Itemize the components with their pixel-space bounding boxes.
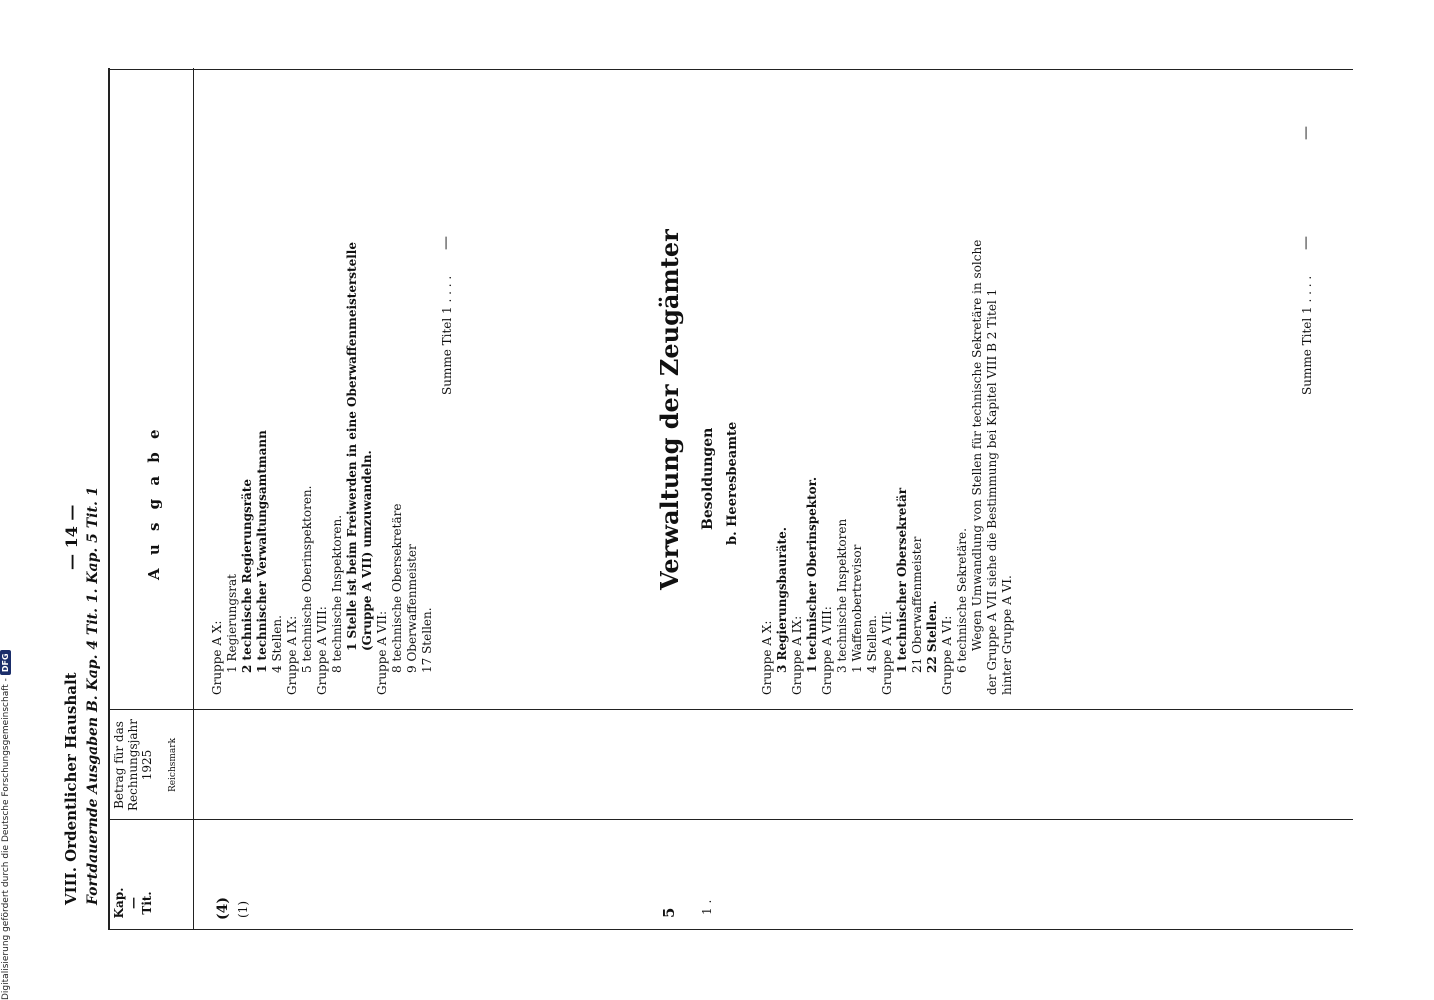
kap5-amount-betrag: — [1298, 236, 1314, 250]
kap5-line: 1 technischer Oberinspektor. [805, 476, 819, 673]
table-head-rule [193, 68, 194, 930]
kap5-subtitle: Besoldungen [700, 427, 716, 530]
kap5-line: der Gruppe A VII siehe die Bestimmung bei Kapitel VIII B 2 Titel 1 [985, 288, 999, 695]
kap4-line: 1 Regierungsrat [225, 574, 239, 673]
kap4-line: (Gruppe A VII) umzuwandeln. [360, 450, 374, 651]
kap4-line: 8 technische Inspektoren. [330, 514, 344, 673]
table-right-rule [108, 69, 1353, 70]
kap5-body [760, 240, 1015, 695]
kap4-line: 2 technische Regierungsräte [240, 478, 254, 673]
tit-number-5: 1 . [700, 899, 714, 915]
table-top-rule [108, 68, 110, 930]
table-left-rule [108, 929, 1353, 930]
kap4-line: Gruppe A IX: [285, 615, 299, 695]
header-title: VIII. Ordentlicher Haushalt [62, 672, 80, 905]
kap-number-5: 5 [660, 907, 678, 918]
kap4-line: 4 Stellen. [270, 615, 284, 673]
credit-text: Digitalisierung gefördert durch die Deutsche Forschungsgemeinschaft - [1, 678, 11, 1000]
kap4-amount: — [438, 236, 454, 250]
kap5-amount-angesetzt: — [1298, 126, 1314, 140]
kap5-line: Wegen Umwandlung von Stellen für technische Sekretäre in solche [970, 239, 984, 651]
kap5-line: 3 Regierungsbauräte. [775, 527, 789, 673]
kap4-line: 8 technische Obersekretäre [390, 503, 404, 673]
betrag-header: Betrag für das Rechnungsjahr 1925 [112, 719, 154, 811]
kap5-line: 1 Waffenobertrevisor [850, 544, 864, 673]
kap5-line: 6 technische Sekretäre. [955, 528, 969, 673]
kap4-line: Gruppe A VII: [375, 611, 389, 695]
kap5-summe: Summe Titel 1 . . . . [1300, 275, 1314, 395]
kap4-line: 5 technische Oberinspektoren. [300, 485, 314, 673]
kap4-line: Gruppe A VIII: [315, 606, 329, 695]
column-rule-2 [108, 819, 1353, 820]
kap-number-4: (4) [215, 897, 231, 920]
tit-number-4: (1) [236, 901, 250, 918]
kap4-summe: Summe Titel 1 . . . . [440, 275, 454, 395]
column-rule-1 [108, 709, 1353, 710]
kap5-subsubtitle: b. Heeresbeamte [725, 421, 740, 545]
kap4-line: 1 Stelle ist beim Freiwerden in eine Oberwaffenmeisterstelle [345, 242, 359, 651]
page-number: — 14 — [62, 504, 81, 570]
digitization-credit [0, 0, 18, 1000]
kap5-title: Verwaltung der Zeugämter [655, 229, 684, 590]
ausgabe-header: A u s g a b e [145, 425, 163, 580]
kap5-line: 3 technische Inspektoren [835, 518, 849, 673]
kap5-line: Gruppe A IX: [790, 615, 804, 695]
kap-tit-header: Kap. — Tit. [112, 887, 154, 919]
kap4-line: 1 technischer Verwaltungsamtmann [255, 430, 269, 673]
kap5-line: 22 Stellen. [925, 600, 939, 673]
betrag-unit: Reichsmark [168, 737, 178, 793]
kap5-line: Gruppe A VII: [880, 611, 894, 695]
kap5-line: Gruppe A VI: [940, 615, 954, 695]
kap5-line: 1 technischer Obersekretär [895, 487, 909, 673]
kap5-line: Gruppe A X: [760, 620, 774, 695]
kap4-line: 17 Stellen. [420, 607, 434, 673]
kap4-line: 9 Oberwaffenmeister [405, 544, 419, 673]
kap4-body [210, 242, 435, 695]
header-subtitle: Fortdauernde Ausgaben B. Kap. 4 Tit. 1. Kap. 5 Tit. 1 [85, 486, 101, 905]
dfg-logo: DFG [0, 650, 11, 675]
kap5-line: hinter Gruppe A VI. [1000, 575, 1014, 695]
kap5-line: 4 Stellen. [865, 615, 879, 673]
kap5-line: Gruppe A VIII: [820, 606, 834, 695]
kap4-line: Gruppe A X: [210, 620, 224, 695]
kap5-line: 21 Oberwaffenmeister [910, 536, 924, 673]
